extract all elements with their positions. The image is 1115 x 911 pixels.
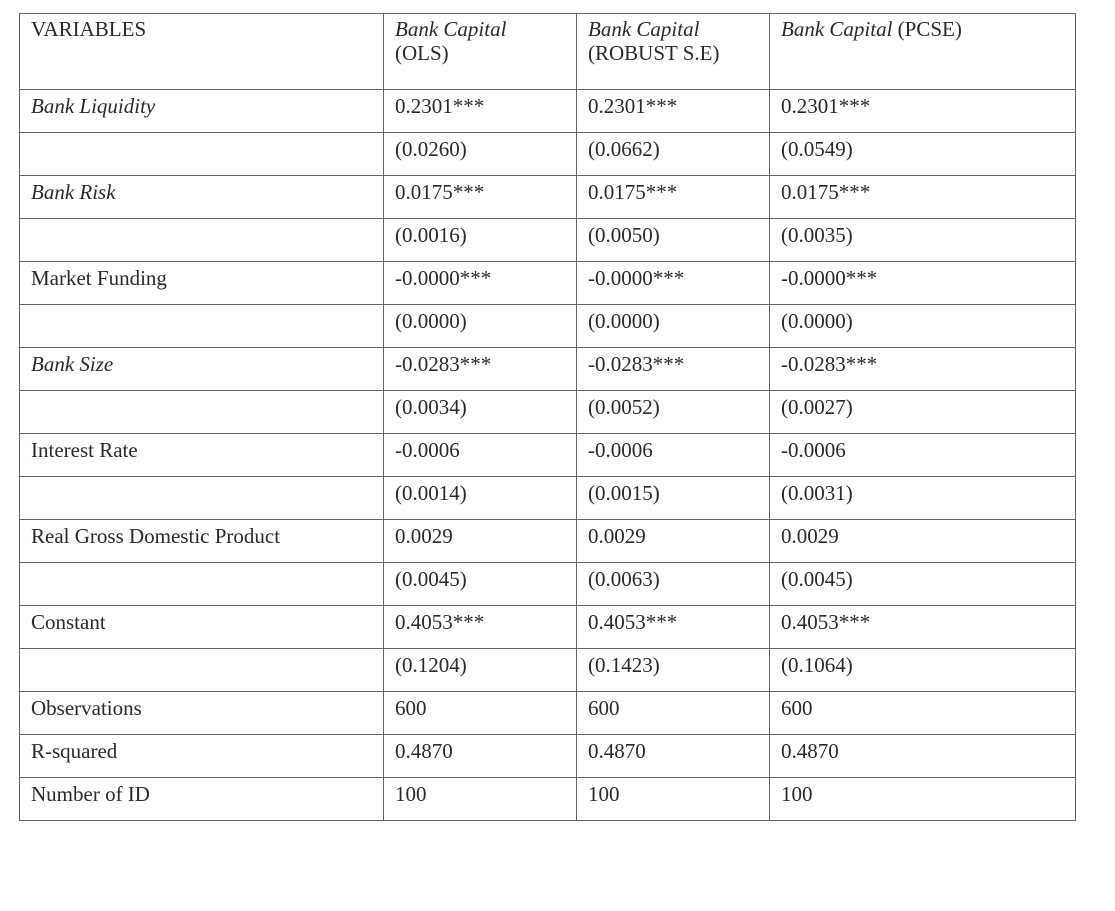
table-row xyxy=(20,477,1076,520)
row-label: R-squared xyxy=(20,735,384,778)
row-label: Bank Liquidity xyxy=(20,90,384,133)
table-row xyxy=(20,176,1076,219)
row-label xyxy=(20,305,384,348)
cell-pcse: -0.0006 xyxy=(770,434,1076,477)
cell-pcse: (0.0027) xyxy=(770,391,1076,434)
cell-robust: 0.4870 xyxy=(577,735,770,778)
cell-pcse: (0.0000) xyxy=(770,305,1076,348)
cell-ols: (0.0016) xyxy=(384,219,577,262)
cell-pcse: 100 xyxy=(770,778,1076,821)
cell-ols: (0.0014) xyxy=(384,477,577,520)
table-row xyxy=(20,434,1076,477)
table-row xyxy=(20,778,1076,821)
cell-robust: (0.0000) xyxy=(577,305,770,348)
cell-robust: (0.0063) xyxy=(577,563,770,606)
cell-ols: 100 xyxy=(384,778,577,821)
cell-robust: 0.4053*** xyxy=(577,606,770,649)
header-ols-method: (OLS) xyxy=(395,41,449,65)
row-label xyxy=(20,649,384,692)
cell-robust: (0.0052) xyxy=(577,391,770,434)
cell-pcse: -0.0000*** xyxy=(770,262,1076,305)
cell-pcse: (0.0549) xyxy=(770,133,1076,176)
cell-ols: 0.4053*** xyxy=(384,606,577,649)
cell-robust: 0.0175*** xyxy=(577,176,770,219)
cell-robust: (0.0662) xyxy=(577,133,770,176)
cell-robust: 0.0029 xyxy=(577,520,770,563)
header-pcse xyxy=(770,14,1076,90)
row-label: Bank Size xyxy=(20,348,384,391)
cell-ols: (0.0045) xyxy=(384,563,577,606)
table-row xyxy=(20,735,1076,778)
table-row xyxy=(20,90,1076,133)
cell-ols: (0.0034) xyxy=(384,391,577,434)
cell-pcse: 0.0029 xyxy=(770,520,1076,563)
table-row xyxy=(20,563,1076,606)
table-row xyxy=(20,520,1076,563)
cell-ols: (0.0260) xyxy=(384,133,577,176)
cell-ols: -0.0000*** xyxy=(384,262,577,305)
row-label: Number of ID xyxy=(20,778,384,821)
header-variables: VARIABLES xyxy=(20,14,384,90)
cell-pcse: -0.0283*** xyxy=(770,348,1076,391)
cell-ols: (0.0000) xyxy=(384,305,577,348)
table-row xyxy=(20,391,1076,434)
cell-ols: 0.0175*** xyxy=(384,176,577,219)
cell-ols: 0.2301*** xyxy=(384,90,577,133)
cell-robust: (0.0015) xyxy=(577,477,770,520)
cell-robust: -0.0006 xyxy=(577,434,770,477)
cell-pcse: 0.0175*** xyxy=(770,176,1076,219)
header-row xyxy=(20,14,1076,90)
cell-pcse: 0.4053*** xyxy=(770,606,1076,649)
cell-ols: -0.0283*** xyxy=(384,348,577,391)
cell-robust: (0.0050) xyxy=(577,219,770,262)
table-row xyxy=(20,133,1076,176)
cell-ols: 0.0029 xyxy=(384,520,577,563)
cell-pcse: 0.2301*** xyxy=(770,90,1076,133)
row-label: Observations xyxy=(20,692,384,735)
header-pcse-title: Bank Capital xyxy=(781,17,893,41)
cell-robust: 100 xyxy=(577,778,770,821)
row-label xyxy=(20,133,384,176)
regression-table xyxy=(19,13,1076,821)
row-label xyxy=(20,563,384,606)
row-label xyxy=(20,391,384,434)
header-robust xyxy=(577,14,770,90)
cell-pcse: 600 xyxy=(770,692,1076,735)
cell-robust: 0.2301*** xyxy=(577,90,770,133)
cell-pcse: (0.1064) xyxy=(770,649,1076,692)
cell-ols: 0.4870 xyxy=(384,735,577,778)
header-pcse-method: (PCSE) xyxy=(892,17,962,41)
row-label: Real Gross Domestic Product xyxy=(20,520,384,563)
table-body xyxy=(20,14,1076,821)
table-row xyxy=(20,348,1076,391)
table-row xyxy=(20,692,1076,735)
cell-ols: (0.1204) xyxy=(384,649,577,692)
table-row xyxy=(20,649,1076,692)
table-row xyxy=(20,262,1076,305)
cell-robust: -0.0000*** xyxy=(577,262,770,305)
cell-robust: -0.0283*** xyxy=(577,348,770,391)
header-ols-title: Bank Capital xyxy=(395,17,507,41)
row-label xyxy=(20,219,384,262)
table-row xyxy=(20,305,1076,348)
table-row xyxy=(20,606,1076,649)
row-label: Constant xyxy=(20,606,384,649)
cell-pcse: (0.0035) xyxy=(770,219,1076,262)
cell-ols: 600 xyxy=(384,692,577,735)
header-robust-method: (ROBUST S.E) xyxy=(588,41,720,65)
cell-ols: -0.0006 xyxy=(384,434,577,477)
cell-pcse: (0.0031) xyxy=(770,477,1076,520)
row-label xyxy=(20,477,384,520)
header-robust-title: Bank Capital xyxy=(588,17,700,41)
row-label: Bank Risk xyxy=(20,176,384,219)
cell-pcse: 0.4870 xyxy=(770,735,1076,778)
row-label: Market Funding xyxy=(20,262,384,305)
header-ols xyxy=(384,14,577,90)
cell-robust: 600 xyxy=(577,692,770,735)
table-row xyxy=(20,219,1076,262)
cell-robust: (0.1423) xyxy=(577,649,770,692)
cell-pcse: (0.0045) xyxy=(770,563,1076,606)
row-label: Interest Rate xyxy=(20,434,384,477)
